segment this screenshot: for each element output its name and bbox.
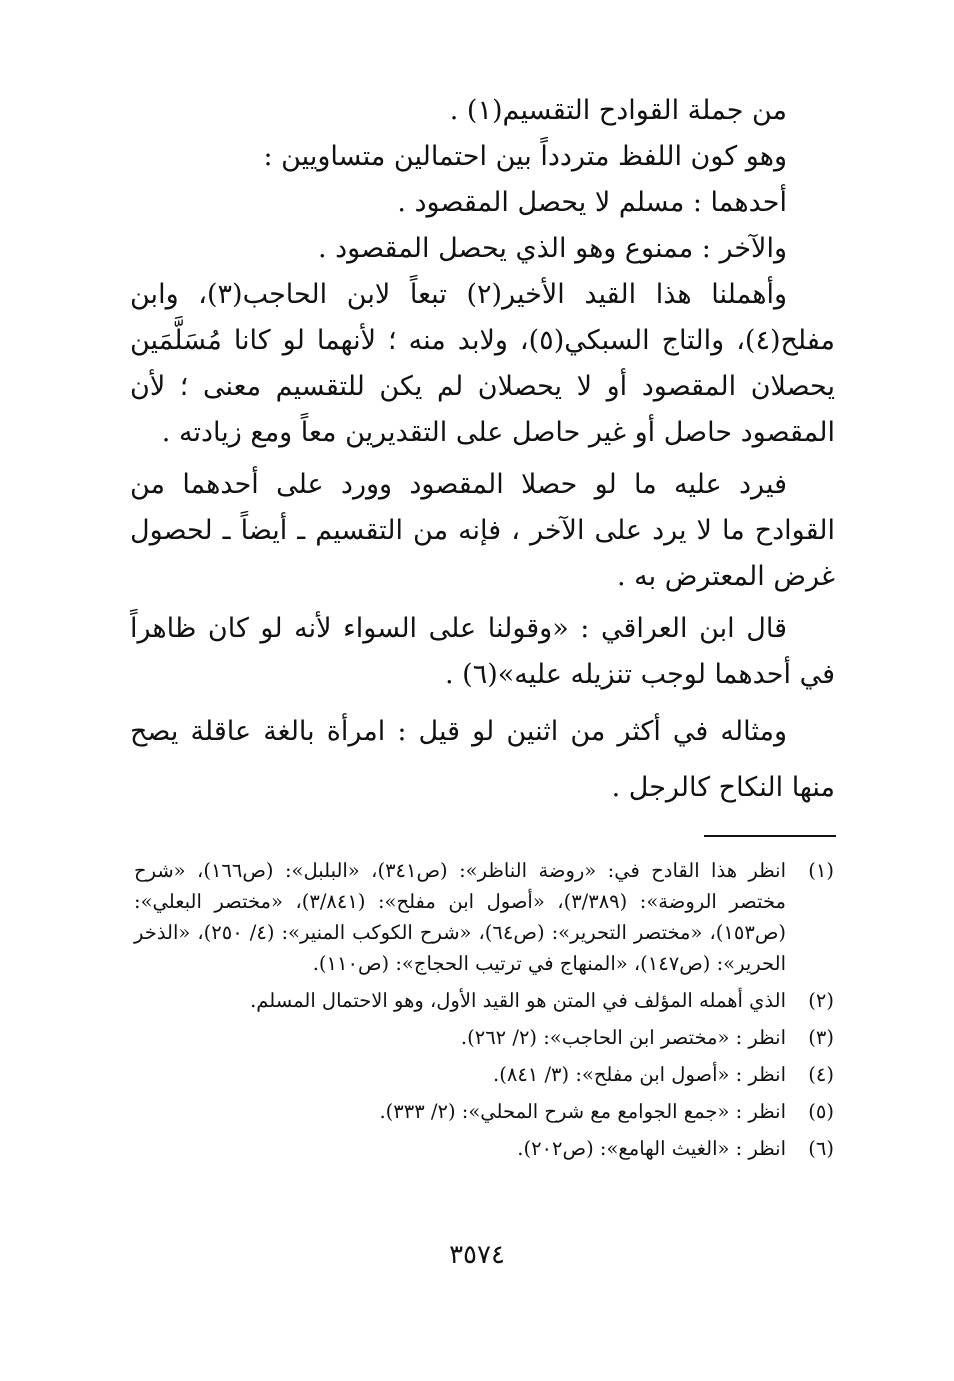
footnote-text: انظر هذا القادح في: «روضة الناظر»: (ص٣٤١)، «البلبل»: (ص١٦٦)، «شرح مختصر الروضة»: (٣/٣٨٩)، «أصول ابن مفلح»: (٣/٨٤١)، «مختصر البعلي»: (ص١٥٣)، «مختصر التحرير»: (ص٦٤)، «شرح الكوكب المنير»: (٤/ ٢٥٠)، «الذخر الحرير»: (ص١٤٧)، «المنهاج في ترتيب الحجاج»: (ص١١٠). — [134, 859, 787, 975]
paragraph: وأهملنا هذا القيد الأخير(٢) تبعاً لابن الحاجب(٣)، وابن مفلح(٤)، والتاج السبكي(٥)، ولابد منه ؛ لأنهما لو كانا مُسَلَّمَين يحصلان المقصود أو لا يحصلان لم يكن للتقسيم معنى ؛ لأن المقصود حاصل أو غير حاصل على التقديرين معاً ومع زيادته . — [130, 279, 835, 448]
footnote-number: (٣) — [808, 1026, 834, 1049]
footnotes — [134, 855, 834, 1170]
footnote-number: (٦) — [808, 1137, 834, 1160]
footnote-text: انظر : «مختصر ابن الحاجب»: (٢/ ٢٦٢). — [460, 1026, 786, 1049]
footnote-text: انظر : «جمع الجوامع مع شرح المحلي»: (٢/ ٣٣٣). — [379, 1100, 786, 1123]
main-text — [130, 88, 835, 816]
footnote — [134, 985, 834, 1016]
paragraph: والآخر : ممنوع وهو الذي يحصل المقصود . — [317, 233, 787, 264]
page-number: ٣٥٧٤ — [449, 1240, 505, 1270]
paragraph: وهو كون اللفظ متردداً بين احتمالين متساويين : — [263, 141, 787, 172]
paragraph: أحدهما : مسلم لا يحصل المقصود . — [397, 187, 787, 218]
paragraph: فيرد عليه ما لو حصلا المقصود وورد على أحدهما من القوادح ما لا يرد على الآخر ، فإنه من التقسيم ـ أيضاً ـ لحصول غرض المعترض به . — [130, 469, 835, 592]
footnote-number: (٥) — [808, 1100, 834, 1123]
footnote-number: (٤) — [808, 1063, 834, 1086]
footnote — [134, 1133, 834, 1164]
footnote-number: (٢) — [808, 989, 834, 1012]
footnote — [134, 1096, 834, 1127]
footnote — [134, 855, 834, 979]
footnote-text: الذي أهمله المؤلف في المتن هو القيد الأول، وهو الاحتمال المسلم. — [250, 989, 786, 1012]
paragraph: ومثاله في أكثر من اثنين لو قيل : امرأة بالغة عاقلة يصح منها النكاح كالرجل . — [130, 716, 835, 803]
footnote-number: (١) — [808, 859, 834, 882]
footnote-text: انظر : «الغيث الهامع»: (ص٢٠٢). — [517, 1137, 786, 1160]
footnote-separator — [704, 835, 836, 837]
footnote — [134, 1059, 834, 1090]
paragraph: من جملة القوادح التقسيم(١) . — [449, 95, 787, 126]
paragraph: قال ابن العراقي : «وقولنا على السواء لأنه لو كان ظاهراً في أحدهما لوجب تنزيله عليه»(٦) . — [130, 613, 835, 690]
footnote — [134, 1022, 834, 1053]
footnote-text: انظر : «أصول ابن مفلح»: (٣/ ٨٤١). — [493, 1063, 786, 1086]
